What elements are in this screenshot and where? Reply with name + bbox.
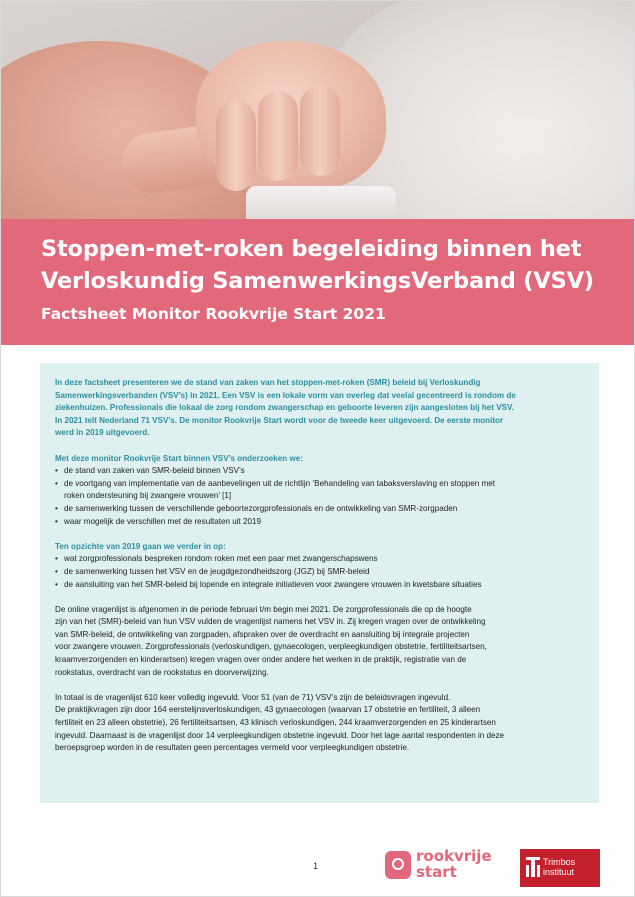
- info-box: [40, 363, 599, 803]
- baby-finger-shape: [300, 86, 340, 176]
- list-item: • de stand van zaken van SMR-beleid binnen VSV’s: [55, 465, 588, 478]
- text-line: zijn van het (SMR)-beleid van hun VSV vulden de vragenlijst namens het VSV in. Zij kregen vragen over de ontwikkeling: [55, 617, 486, 627]
- hero-photo-baby-hand: [1, 1, 635, 219]
- list-item: [55, 478, 588, 503]
- baby-hand-shape: [196, 41, 386, 191]
- logo-text: Trimbos: [543, 857, 576, 867]
- text-line: werd in 2019 uitgevoerd.: [55, 428, 150, 438]
- text-line: rookstatus, overdracht van de rookstatus en doorverwijzing.: [55, 667, 269, 677]
- baby-finger-shape: [258, 91, 298, 181]
- rookvrije-start-logo-icon: [385, 851, 411, 879]
- text-line: • de voortgang van implementatie van de aanbevelingen uit de richtlijn ‘Behandeling van tabaksverslaving en stoppen met: [64, 478, 496, 488]
- text-line: De praktijkvragen zijn door 164 eerstelijnsverloskundigen, 43 gynaecologen (waarvan 17 obstetrie en fertiliteit, 3 alleen: [55, 705, 481, 715]
- info-box-content: [55, 377, 588, 767]
- intro-paragraph: [55, 377, 588, 440]
- list-item: • de samenwerking tussen het VSV en de jeugdgezondheidszorg (JGZ) bij SMR-beleid: [55, 566, 588, 579]
- title-band: [1, 219, 635, 345]
- text-line: ingevuld. Daarnaast is de vragenlijst door 14 verpleegkundigen obstetrie ingevuld. Door het lage aantal respondenten in deze: [55, 730, 505, 740]
- body-paragraph: [55, 604, 588, 680]
- page-subtitle: Factsheet Monitor Rookvrije Start 2021: [41, 305, 386, 323]
- body-paragraph: [55, 692, 588, 755]
- section-heading: Ten opzichte van 2019 gaan we verder in op:: [55, 541, 226, 551]
- text-line: In 2021 telt Nederland 71 VSV’s. De monitor Rookvrije Start wordt voor de tweede keer uitgevoerd. De eerste monitor: [55, 415, 504, 425]
- text-line: Samenwerkingsverbanden (VSV’s) in 2021. Een VSV is een lokale vorm van overleg dat veelal gecentreerd is rondom de: [55, 390, 516, 400]
- text-line: fertiliteit en 23 alleen obstetrie), 26 fertiliteitsartsen, 43 klinisch verloskundigen, 244 kraamverzorgenden en 25 kinderartsen: [55, 718, 496, 728]
- bullet-list: [55, 465, 588, 528]
- page-title: [41, 233, 611, 297]
- text-line: ziekenhuizen. Professionals die lokaal de zorg rondom zwangerschap en geboorte leveren zijn aangesloten bij het VSV.: [55, 403, 514, 413]
- trimbos-instituut-logo: [520, 849, 600, 887]
- trimbos-logo-icon: [526, 857, 540, 877]
- section-heading: Met deze monitor Rookvrije Start binnen VSV’s onderzoeken we:: [55, 453, 303, 463]
- list-item: • wat zorgprofessionals bespreken rondom roken met een paar met zwangerschapswens: [55, 553, 588, 566]
- text-line: voor zwangere vrouwen. Zorgprofessionals (verloskundigen, gynaecologen, verpleegkundigen obstetrie, fertiliteitsartsen,: [55, 642, 487, 652]
- title-line: Stoppen-met-roken begeleiding binnen het: [41, 236, 582, 262]
- list-item: • de aansluiting van het SMR-beleid bij lopende en integrale initiatieven voor zwangere vrouwen in kwetsbare situaties: [55, 579, 588, 592]
- title-line: Verloskundig SamenwerkingsVerband (VSV): [41, 268, 594, 294]
- logo-text: rookvrije: [416, 847, 492, 865]
- rookvrije-start-logo: [385, 847, 492, 887]
- list-item: • waar mogelijk de verschillen met de resultaten uit 2019: [55, 516, 588, 529]
- text-line: beroepsgroep worden in de resultaten geen percentages vermeld voor verpleegkundigen obstetrie.: [55, 743, 410, 753]
- logo-text: instituut: [543, 867, 575, 877]
- page-number: 1: [313, 861, 319, 871]
- baby-finger-shape: [216, 101, 256, 191]
- list-item: • de samenwerking tussen de verschillende geboortezorgprofessionals en de ontwikkeling van SMR-zorgpaden: [55, 503, 588, 516]
- text-line: kraamverzorgenden en kinderartsen) kregen vragen over onder andere het werken in de praktijk, registratie van de: [55, 655, 467, 665]
- text-line: roken ondersteuning bij zwangere vrouwen’ [1]: [64, 491, 232, 501]
- text-line: In deze factsheet presenteren we de stand van zaken van het stoppen-met-roken (SMR) beleid bij Verloskundig: [55, 378, 481, 387]
- text-line: De online vragenlijst is afgenomen in de periode februari t/m begin mei 2021. De zorgprofessionals die op de hoogte: [55, 604, 472, 614]
- text-line: In totaal is de vragenlijst 610 keer volledig ingevuld. Voor 51 (van de 71) VSV’s zijn de beleidsvragen ingevuld.: [55, 692, 451, 702]
- sleeve-shape: [246, 186, 396, 219]
- text-line: van SMR-beleid, de ontwikkeling van zorgpaden, afspraken over de overdracht en aansluiting bij integrale projecten: [55, 629, 470, 639]
- logo-text: start: [416, 863, 457, 881]
- circle-icon: [392, 858, 404, 870]
- bullet-list: [55, 553, 588, 591]
